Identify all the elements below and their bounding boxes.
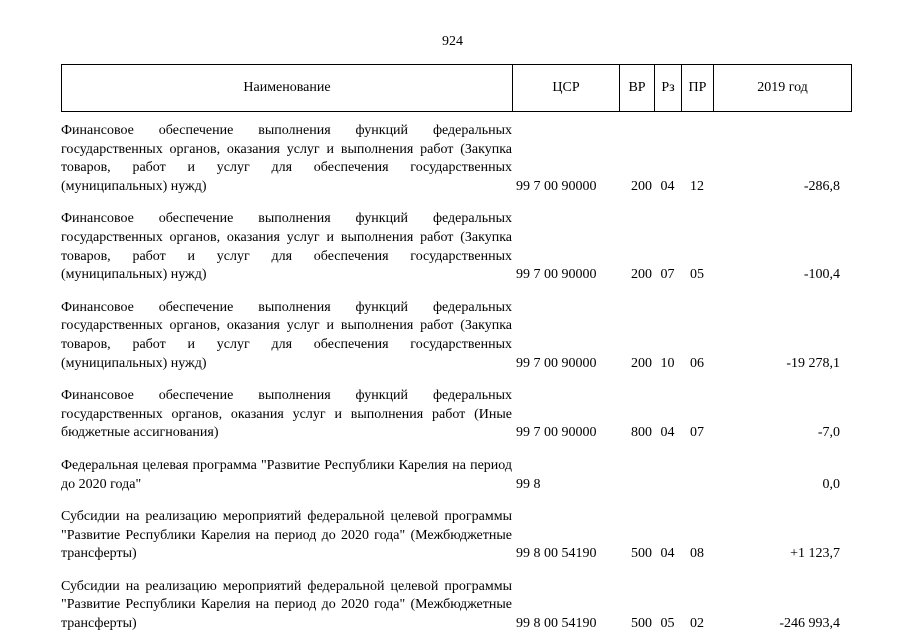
row-pr: 12 [690, 178, 704, 194]
row-csr: 99 8 00 54190 [516, 616, 597, 632]
row-rz: 04 [660, 546, 675, 562]
row-csr: 99 7 00 90000 [516, 267, 597, 283]
row-amount: -19 278,1 [786, 355, 840, 371]
row-amount: -246 993,4 [779, 616, 840, 632]
row-pr: 02 [690, 616, 704, 632]
row-name: Субсидии на реализацию мероприятий федеральной целевой программы "Развитие Республики Карелия на период до 2020 года" (Межбюджетные трансферты) [61, 578, 512, 632]
row-vr: 200 [631, 355, 652, 371]
row-csr: 99 7 00 90000 [516, 355, 597, 371]
row-pr: 06 [690, 355, 704, 371]
row-vr: 500 [631, 616, 652, 632]
row-csr: 99 8 [516, 476, 541, 492]
row-csr: 99 7 00 90000 [516, 178, 597, 194]
row-amount: -7,0 [817, 425, 840, 441]
row-csr: 99 7 00 90000 [516, 425, 597, 441]
table-header [61, 64, 852, 112]
page-number: 924 [442, 34, 463, 49]
table-row [61, 508, 852, 564]
table-row [61, 457, 852, 494]
row-rz: 05 [660, 616, 675, 632]
header-vr: ВР [620, 65, 655, 111]
header-name: Наименование [62, 65, 513, 111]
row-csr: 99 8 00 54190 [516, 546, 597, 562]
row-vr: 800 [631, 425, 652, 441]
row-amount: -286,8 [803, 178, 840, 194]
table-row [61, 387, 852, 443]
row-vr: 500 [631, 546, 652, 562]
row-vr: 200 [631, 267, 652, 283]
header-year: 2019 год [757, 80, 808, 95]
row-rz: 10 [660, 355, 675, 371]
table-row [61, 578, 852, 634]
row-name: Субсидии на реализацию мероприятий федеральной целевой программы "Развитие Республики Карелия на период до 2020 года" (Межбюджетные трансферты) [61, 509, 512, 562]
row-name: Финансовое обеспечение выполнения функций федеральных государственных органов, оказания услуг и выполнения работ (Закупка товаров, работ и услуг для обеспечения государственных (муниципальных) нужд) [61, 299, 512, 371]
table-row [61, 299, 852, 373]
row-amount: -100,4 [803, 267, 840, 283]
row-pr: 07 [690, 425, 704, 441]
row-name: Федеральная целевая программа "Развитие Республики Карелия на период до 2020 года" [61, 457, 512, 492]
table-row [61, 210, 852, 284]
row-name: Финансовое обеспечение выполнения функций федеральных государственных органов, оказания услуг и выполнения работ (Закупка товаров, работ и услуг для обеспечения государственных (муниципальных) нужд) [61, 123, 512, 194]
row-rz: 07 [660, 267, 675, 283]
header-csr: ЦСР [513, 65, 620, 111]
row-amount: +1 123,7 [790, 546, 840, 562]
row-rz: 04 [660, 425, 675, 441]
table-row [61, 122, 852, 196]
row-amount: 0,0 [822, 476, 840, 492]
row-rz: 04 [660, 178, 675, 194]
row-pr: 05 [690, 267, 704, 283]
row-vr: 200 [631, 178, 652, 194]
header-pr: ПР [682, 65, 714, 111]
row-pr: 08 [690, 546, 704, 562]
row-name: Финансовое обеспечение выполнения функций федеральных государственных органов, оказания услуг и выполнения работ (Иные бюджетные ассигнования) [61, 388, 512, 441]
header-rz: Рз [655, 65, 682, 111]
row-name: Финансовое обеспечение выполнения функций федеральных государственных органов, оказания услуг и выполнения работ (Закупка товаров, работ и услуг для обеспечения государственных (муниципальных) нужд) [61, 211, 512, 283]
table-body [61, 112, 852, 634]
